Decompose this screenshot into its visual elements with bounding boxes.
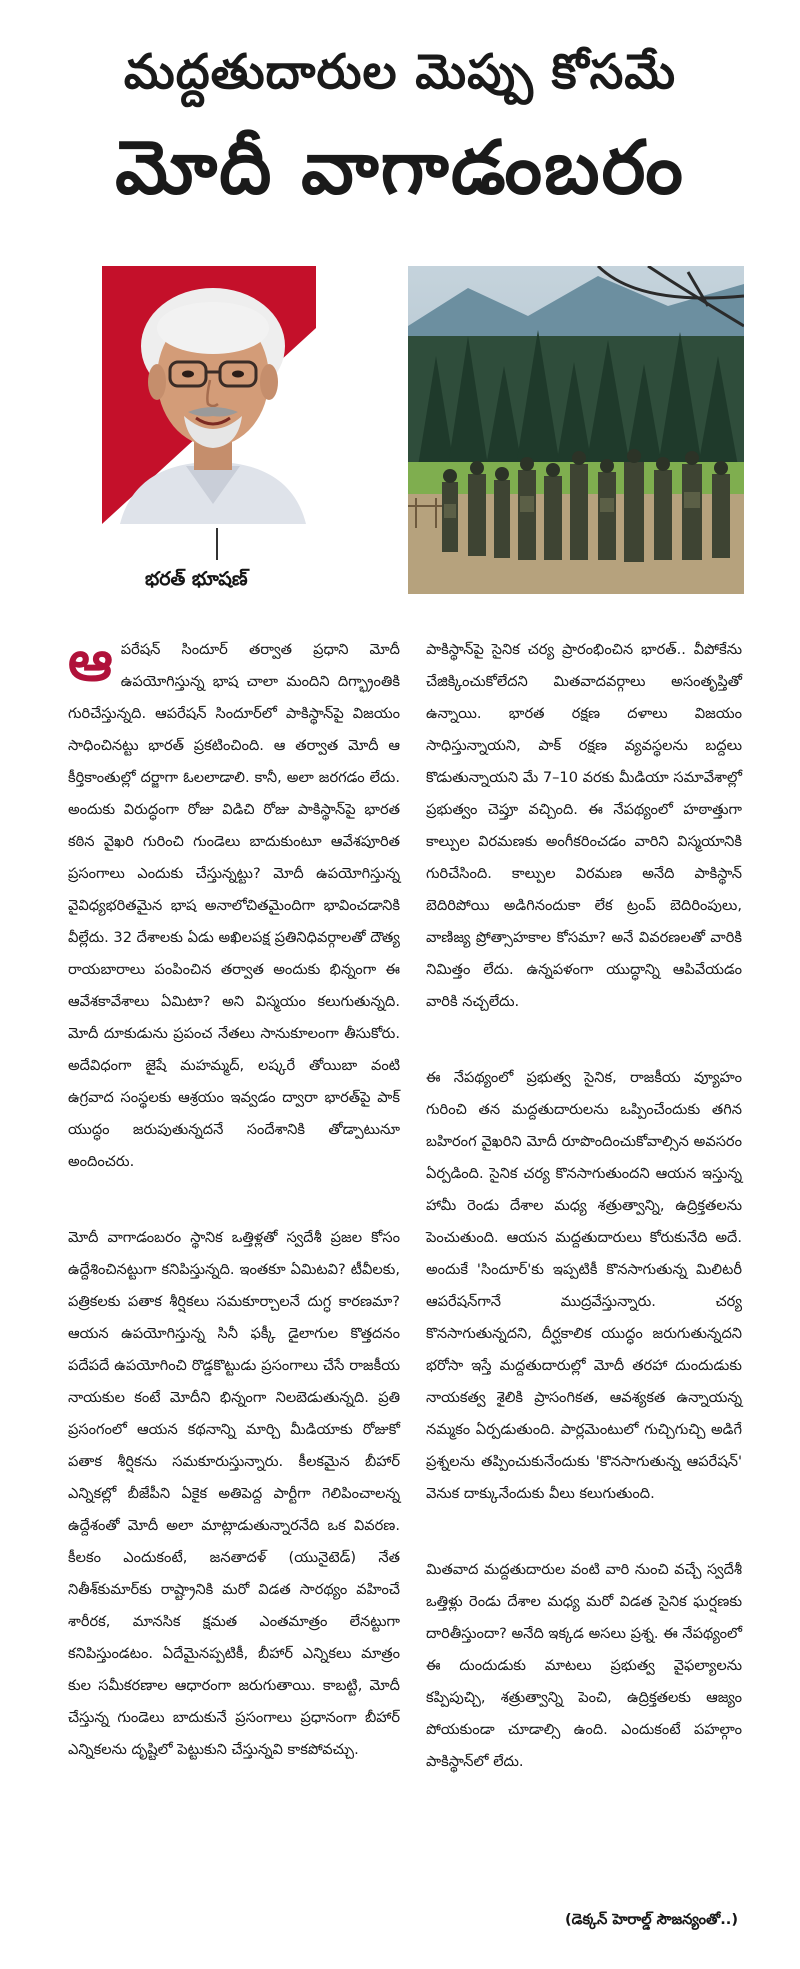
author-portrait-image [102,266,324,524]
headline-line-1: మద్దతుదారుల మెప్పు కోసమే [123,44,677,100]
paragraph: పాకిస్థాన్‌పై సైనిక చర్య ప్రారంభించిన భారత్.. వీపోకేను చేజిక్కించుకోలేదని మితవాదవర్గాలు అసంతృప్తితో ఉన్నాయి. భారత రక్షణ దళాలు విజయం సాధిస్తున్నాయని, పాక్ రక్షణ వ్యవస్థలను బద్దలు కొడుతున్నాయని మే 7–10 వరకు మీడియా సమావేశాల్లో ప్రభుత్వం చెప్తూ వచ్చింది. ఈ నేపథ్యంలో హఠాత్తుగా కాల్పుల విరమణకు అంగీకరించడం వారిని విస్మయానికి గురిచేసింది. కాల్పుల విరమణ అనేది పాకిస్థాన్ బెదిరిపోయి అడిగినందుకా లేక ట్రంప్ బెదిరింపులు, వాణిజ్య ప్రోత్సాహకాల కోసమా? అనే వివరణలతో వారికి నిమిత్తం లేదు. ఉన్నపళంగా యుద్ధాన్ని ఆపివేయడం వారికి నచ్చలేదు. [426,641,742,1010]
author-photo [102,266,324,524]
soldiers-valley-image [408,266,744,594]
left-column [68,629,400,1766]
author-name: భరత్ భూషణ్ [145,568,248,590]
byline-rule [216,528,218,560]
news-photo [408,266,744,594]
headline-line-2: మోదీ వాగాడంబరం [115,125,685,211]
right-column [426,634,742,1778]
paragraph-text: పరేషన్ సిందూర్ తర్వాత ప్రధాని మోదీ ఉపయోగిస్తున్న భాష చాలా మందిని దిగ్భ్రాంతికి గురిచేస్తున్నది. ఆపరేషన్ సిందూర్‌లో పాకిస్థాన్‌పై విజయం సాధించినట్టు భారత్ ప్రకటించింది. ఆ తర్వాత మోదీ ఆ కీర్తికాంతుల్లో దర్జాగా ఓలలాడాలి. కానీ, అలా జరగడం లేదు. అందుకు విరుద్ధంగా రోజు విడిచి రోజు పాకిస్థాన్‌పై భారత కఠిన వైఖరి గురించి గుండెలు బాదుకుంటూ ఆవేశపూరిత ప్రసంగాలు ఎందుకు చేస్తున్నట్టు? మోదీ ఉపయోగిస్తున్న వైవిధ్యభరితమైన భాష అనాలోచితమైందిగా భావించడానికి వీల్లేదు. 32 దేశాలకు ఏడు అఖిలపక్ష ప్రతినిధివర్గాలతో దౌత్య రాయబారాలు పంపించిన తర్వాత అందుకు భిన్నంగా ఈ ఆవేశకావేశాలు ఏమిటా? అని విస్మయం కలుగుతున్నది. మోదీ దూకుడును ప్రపంచ నేతలు సానుకూలంగా తీసుకోరు. అదేవిధంగా జైషే మహమ్మద్, లష్కరే తోయిబా వంటి ఉగ్రవాద సంస్థలకు ఆశ్రయం ఇవ్వడం ద్వారా భారత్‌పై పాక్ యుద్ధం జరుపుతున్నదనే సందేశానికి తోడ్పాటునూ అందించరు. [68,641,400,1170]
paragraph: ఈ నేపథ్యంలో ప్రభుత్వ సైనిక, రాజకీయ వ్యూహం గురించి తన మద్దతుదారులను ఒప్పించేందుకు తగిన బహిరంగ వైఖరిని మోదీ రూపొందించుకోవాల్సిన అవసరం ఏర్పడింది. సైనిక చర్య కొనసాగుతుందని ఆయన ఇస్తున్న హామీ రెండు దేశాల మధ్య శత్రుత్వాన్ని, ఉద్రిక్తతలను పెంచుతుంది. ఆయన మద్దతుదారులు కోరుకునేది అదే. అందుకే 'సిందూర్'కు ఇప్పటికీ కొనసాగుతున్న మిలిటరీ ఆపరేషన్‌గానే ముద్రవేస్తున్నారు. చర్య కొనసాగుతున్నదని, దీర్ఘకాలిక యుద్ధం జరుగుతున్నదని భరోసా ఇస్తే మద్దతుదారుల్లో మోదీ తరహా దుందుడుకు నాయకత్వ శైలికి ప్రాసంగికత, ఆవశ్యకత ఉన్నాయన్న నమ్మకం ఏర్పడుతుంది. పార్లమెంటులో గుచ్చిగుచ్చి అడిగే ప్రశ్నలను తప్పించుకునేందుకు 'కొనసాగుతున్న ఆపరేషన్' వెనుక దాక్కునేందుకు వీలు కలుగుతుంది. [426,1069,742,1502]
paragraph: మితవాద మద్దతుదారుల వంటి వారి నుంచి వచ్చే స్వదేశీ ఒత్తిళ్లు రెండు దేశాల మధ్య మరో విడత సైనిక ఘర్షణకు దారితీస్తుందా? అనేది ఇక్కడ అసలు ప్రశ్న. ఈ నేపథ్యంలో ఈ దుందుడుకు మాటలు ప్రభుత్వ వైఫల్యాలను కప్పిపుచ్చి, శత్రుత్వాన్ని పెంచి, ఉద్రిక్తతలకు ఆజ్యం పోయకుండా చూడాల్సి ఉంది. ఎందుకంటే పహల్గాం పాకిస్థాన్‌లో లేదు. [426,1561,742,1770]
paragraph [68,629,400,1178]
drop-cap: ఆ [68,629,113,694]
source-credit: (డెక్కన్ హెరాల్డ్ సౌజన్యంతో..) [564,1911,738,1928]
paragraph: మోదీ వాగాడంబరం స్థానిక ఒత్తిళ్లతో స్వదేశీ ప్రజల కోసం ఉద్దేశించినట్టుగా కనిపిస్తున్నది. ఇంతకూ ఏమిటవి? టీవీలకు, పత్రికలకు పతాక శీర్షికలు సమకూర్చాలనే దుగ్ధ కారణమా? ఆయన ఉపయోగిస్తున్న సినీ ఫక్కీ డైలాగుల కొత్తదనం పదేపదే ఉపయోగించి రొడ్డకొట్టుడు ప్రసంగాలు చేసే రాజకీయ నాయకుల కంటే మోదీని భిన్నంగా నిలబెడుతున్నది. ప్రతి ప్రసంగంలో ఆయన కథనాన్ని మార్చి మీడియాకు రోజుకో పతాక శీర్షికను సమకూరుస్తున్నారు. కీలకమైన బీహార్ ఎన్నికల్లో బీజేపీని ఏకైక అతిపెద్ద పార్టీగా గెలిపించాలన్న ఉద్దేశంతో మోదీ అలా మాట్లాడుతున్నారనేది ఒక వివరణ. కీలకం ఎందుకంటే, జనతాదళ్ (యునైటెడ్) నేత నితీశ్‌కుమార్‌కు రాష్ట్రానికి మరో విడత సారథ్యం వహించే శారీరక, మానసిక క్షమత ఎంతమాత్రం లేనట్టుగా కనిపిస్తుండటం. ఏదేమైనప్పటికీ, బీహార్ ఎన్నికలు మాత్రం కుల సమీకరణాల ఆధారంగా జరుగుతాయి. కాబట్టి, మోదీ చేస్తున్న గుండెలు బాదుకునే ప్రసంగాలు ప్రధానంగా బీహార్ ఎన్నికలను దృష్టిలో పెట్టుకుని చేస్తున్నవి కాకపోవచ్చు. [68,1229,400,1758]
